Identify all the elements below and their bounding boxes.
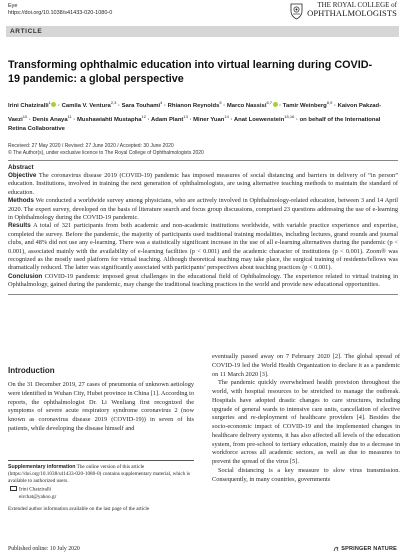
abstract-objective [8, 172, 398, 197]
abstract-label: Conclusion [8, 272, 43, 280]
author-separator: · [294, 116, 300, 123]
crest-icon [290, 2, 303, 20]
author-name[interactable]: Sara Touhami [121, 102, 161, 109]
introduction-paragraph: eventually passed away on 7 February 2020 [2]. The global spread of COVID-19 led the World Health Organization to declare it as a pandemic on 11 March 2020 [3]. [212, 353, 400, 378]
author-collaborative: on behalf of the International Retina Collaborative [8, 116, 381, 133]
abstract-text: We conducted a worldwide survey among physicians, who are actively involved in Ophthalmology-related education, between 3 and 14 April 2020. The expert survey, developed on the basis of literature search and focus group discussions, comprised 23 questions addressing the use of e-learning in Ophthalmology during the COVID-19 pandemic. [8, 197, 398, 222]
author-name[interactable]: Camila V. Ventura [61, 102, 111, 109]
dates-line: Received: 27 May 2020 / Revised: 27 June 2020 / Accepted: 30 June 2020 [8, 143, 174, 149]
author-name[interactable]: Irini Chatziralli [8, 102, 49, 109]
author-name[interactable]: Marco Nassisi [226, 102, 267, 109]
introduction-heading: Introduction [8, 366, 55, 375]
abstract-methods [8, 197, 398, 222]
journal-name: Eye [8, 3, 18, 9]
supplementary-note [8, 460, 194, 485]
author-list [8, 98, 398, 135]
envelope-icon [10, 486, 17, 491]
abstract-text: The coronavirus disease 2019 (COVID-19) pandemic has imposed measures of social distancing and barriers in delivery of “in person” education. Institutions, involved in training the next generation of ophthalmologists, are using alternative teaching methods to maintain the standard of education. [8, 172, 398, 196]
supplementary-text[interactable]: The online version of this article (https://doi.org/10.1038/s41433-020-1080-0) contains supplementary material, which is available to authorized users. [8, 464, 191, 484]
author-affiliation: 6,7 [266, 100, 273, 105]
author-affiliation: 15,16 [284, 113, 295, 119]
author-separator: · [116, 102, 122, 109]
author-affiliation: 5 [219, 100, 222, 105]
author-name[interactable]: Tamir Weinberg [282, 102, 327, 109]
extended-author-info: Extended author information available on the last page of the article [8, 506, 150, 512]
publisher-name: SPRINGER NATURE [341, 546, 397, 552]
author-name[interactable]: Miner Yuan [193, 116, 225, 123]
society-name-line1: THE ROYAL COLLEGE of [317, 1, 397, 9]
article-dates [8, 143, 204, 157]
author-affiliation: 4 [160, 100, 163, 105]
author-separator: · [332, 102, 338, 109]
author-separator: · [145, 116, 151, 123]
author-name[interactable]: Mushawiahti Mustapha [77, 116, 142, 123]
corresponding-email[interactable]: eirchat@yahoo.gr [19, 493, 57, 500]
abstract-box [8, 160, 398, 295]
author-name[interactable]: Adam Plant [150, 116, 184, 123]
corresponding-author [10, 486, 56, 501]
author-separator: · [56, 102, 62, 109]
abstract-heading: Abstract [8, 164, 34, 171]
author-separator: · [162, 102, 168, 109]
left-column [8, 366, 194, 434]
author-affiliation: 10 [22, 113, 28, 119]
author-affiliation: 13 [183, 113, 188, 119]
corresponding-name: Irini Chatziralli [19, 486, 52, 493]
introduction-paragraph: The pandemic quickly overwhelmed health provision throughout the world, with hospital resources to be stretched to manage the outbreak. Hospitals have adopted drastic changes to care structures, including upgrade of general wards to intensive care units, cancellation of elective surgeries and re-deployment of healthcare providers [4]. Besides the socio-economic impact of COVID-19 and the implemented changes in healthcare delivery systems, it has also affected all levels of the education system, from pre-school to tertiary education, mainly due to a decrease in workforce across all academic sectors, as well as due to measures to prevent the spread of the virus [5]. [212, 379, 400, 465]
abstract-label: Results [8, 222, 31, 230]
society-name-line2: OPHTHALMOLOGISTS [307, 8, 397, 19]
introduction-paragraph: On the 31 December 2019, 27 cases of pneumonia of unknown aetiology were identified in Wuhan City, Hubei province in China [1]. According to reports, the ophthalmologist Dr. Li Wenliang first recognized the symptoms of severe acute respiratory syndrome coronavirus 2 (now known as coronavirus disease 2019 (COVID-19)) in seven of his patients, while developing the disease himself and [8, 381, 194, 432]
author-name[interactable]: Rhianon Reynolds [167, 102, 220, 109]
publisher-logo[interactable] [333, 546, 397, 552]
author-separator: · [221, 102, 227, 109]
published-date: Published online: 10 July 2020 [8, 546, 80, 552]
article-title: Transforming ophthalmic education into virtual learning during COVID-19 pandemic: a global perspective [8, 59, 373, 85]
author-separator: · [27, 116, 33, 123]
abstract-label: Methods [8, 197, 34, 205]
author-separator: · [228, 116, 234, 123]
author-affiliation: 1 [48, 100, 51, 105]
abstract-text: COVID-19 pandemic imposed great challenges in the educational field of Ophthalmology. The experience related to virtual training in Ophthalmology, gained during the pandemic, may change the traditional teaching practices in the world and provide new educational opportunities. [8, 272, 398, 289]
abstract-results [8, 222, 398, 272]
author-affiliation: 12 [141, 113, 146, 119]
springer-horse-icon [333, 546, 339, 552]
abstract-conclusion [8, 273, 398, 290]
introduction-paragraph: Social distancing is a key measure to slow virus transmission. Consequently, in many countries, governments [212, 466, 400, 483]
author-separator: · [71, 116, 77, 123]
right-column [212, 353, 400, 484]
author-separator: · [187, 116, 194, 123]
author-name[interactable]: Denis Anaya [32, 116, 68, 123]
author-affiliation: 14 [224, 113, 229, 119]
author-name[interactable]: Kaivon Pakzad-Vaezi [8, 102, 382, 123]
abstract-label: Objective [8, 172, 37, 179]
author-affiliation: 8,9 [326, 100, 333, 105]
author-name[interactable]: Anat Loewenstein [233, 116, 285, 123]
abstract-text: A total of 321 participants from both academic and non-academic institutions worldwide, with variable practice experience and expertise, completed the survey. Before the pandemic, the majority of participants used traditional training modalities, including lectures, grand rounds and journal clubs, and 48% did not use any e-learning. There was a statistically significant increase in the use of all e-learning alternatives during the pandemic (p < 0.001), associated mainly with the availability of e-learning facilities (p < 0.001) and the academic character of institutions (p < 0.001). Zoom® was recognized as the mostly used platform for virtual teaching. Although theoretical teaching may take place, the surgical training of residents/fellows was dramatically reduced. The latter was significantly associated with participants’ perspectives about teaching practices (p < 0.001). [8, 222, 398, 272]
copyright-line: © The Author(s), under exclusive licence to The Royal College of Ophthalmologists 2020 [8, 150, 204, 156]
article-type-bar [6, 26, 399, 37]
society-logo[interactable] [290, 2, 397, 20]
supplementary-label: Supplementary information [8, 464, 76, 470]
author-separator: · [277, 102, 283, 109]
author-affiliation: 2,3 [110, 100, 117, 105]
article-type-label: ARTICLE [10, 27, 43, 35]
author-affiliation: 11 [67, 113, 72, 119]
doi-link[interactable]: https://doi.org/10.1038/s41433-020-1080-0 [8, 10, 113, 16]
